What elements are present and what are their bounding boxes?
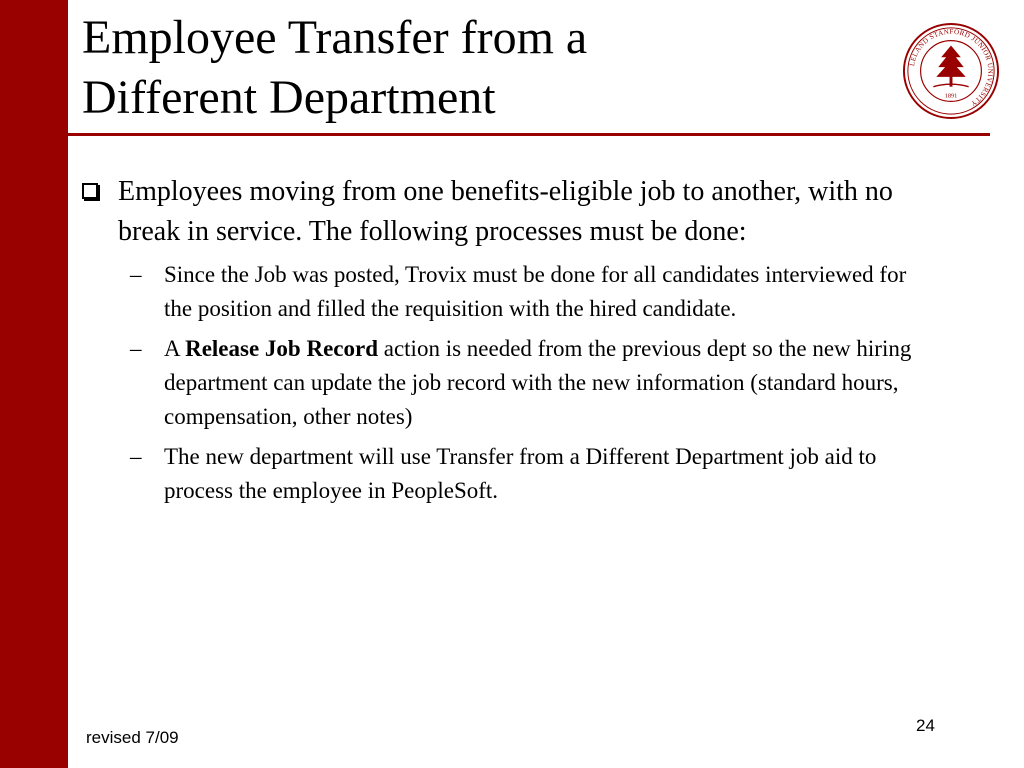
- stanford-seal-logo: [902, 22, 1000, 120]
- sub-bullet-2: [82, 332, 922, 434]
- revised-note: revised 7/09: [86, 728, 179, 747]
- bullet-main-text: Employees moving from one benefits-eligible job to another, with no break in service. The following processes must be done:: [118, 176, 893, 247]
- title-line-2: Different Department: [82, 71, 496, 124]
- sub-bullet-1: [82, 258, 922, 326]
- bullet-main: [82, 172, 922, 252]
- page-number: 24: [916, 716, 935, 735]
- slide-body: [82, 172, 922, 508]
- dash-icon: –: [130, 336, 142, 361]
- sub-bullet-3-text: The new department will use Transfer from a Different Department job aid to process the employee in PeopleSoft.: [164, 444, 877, 503]
- svg-text:1891: 1891: [944, 92, 958, 100]
- slide-title: [82, 8, 842, 128]
- svg-text:LELAND STANFORD JUNIOR UNIVERS: LELAND STANFORD JUNIOR UNIVERSITY: [908, 27, 995, 108]
- left-accent-bar: [0, 0, 68, 768]
- dash-icon: –: [130, 444, 142, 469]
- title-divider: [68, 133, 990, 136]
- dash-icon: –: [130, 262, 142, 287]
- sub-bullet-1-text: Since the Job was posted, Trovix must be done for all candidates interviewed for the position and filled the requisition with the hired candidate.: [164, 262, 907, 321]
- checkbox-bullet-icon: [82, 183, 98, 199]
- title-line-1: Employee Transfer from a: [82, 11, 588, 64]
- sub-bullet-2-prefix: A: [164, 336, 180, 361]
- sub-bullet-2-suffix: action is needed from the previous dept so the new hiring department can update the job record with the new information (standard hours, compensation, other notes): [164, 336, 912, 429]
- sub-bullet-3: [82, 440, 922, 508]
- sub-bullet-2-bold: Release Job Record: [185, 336, 378, 361]
